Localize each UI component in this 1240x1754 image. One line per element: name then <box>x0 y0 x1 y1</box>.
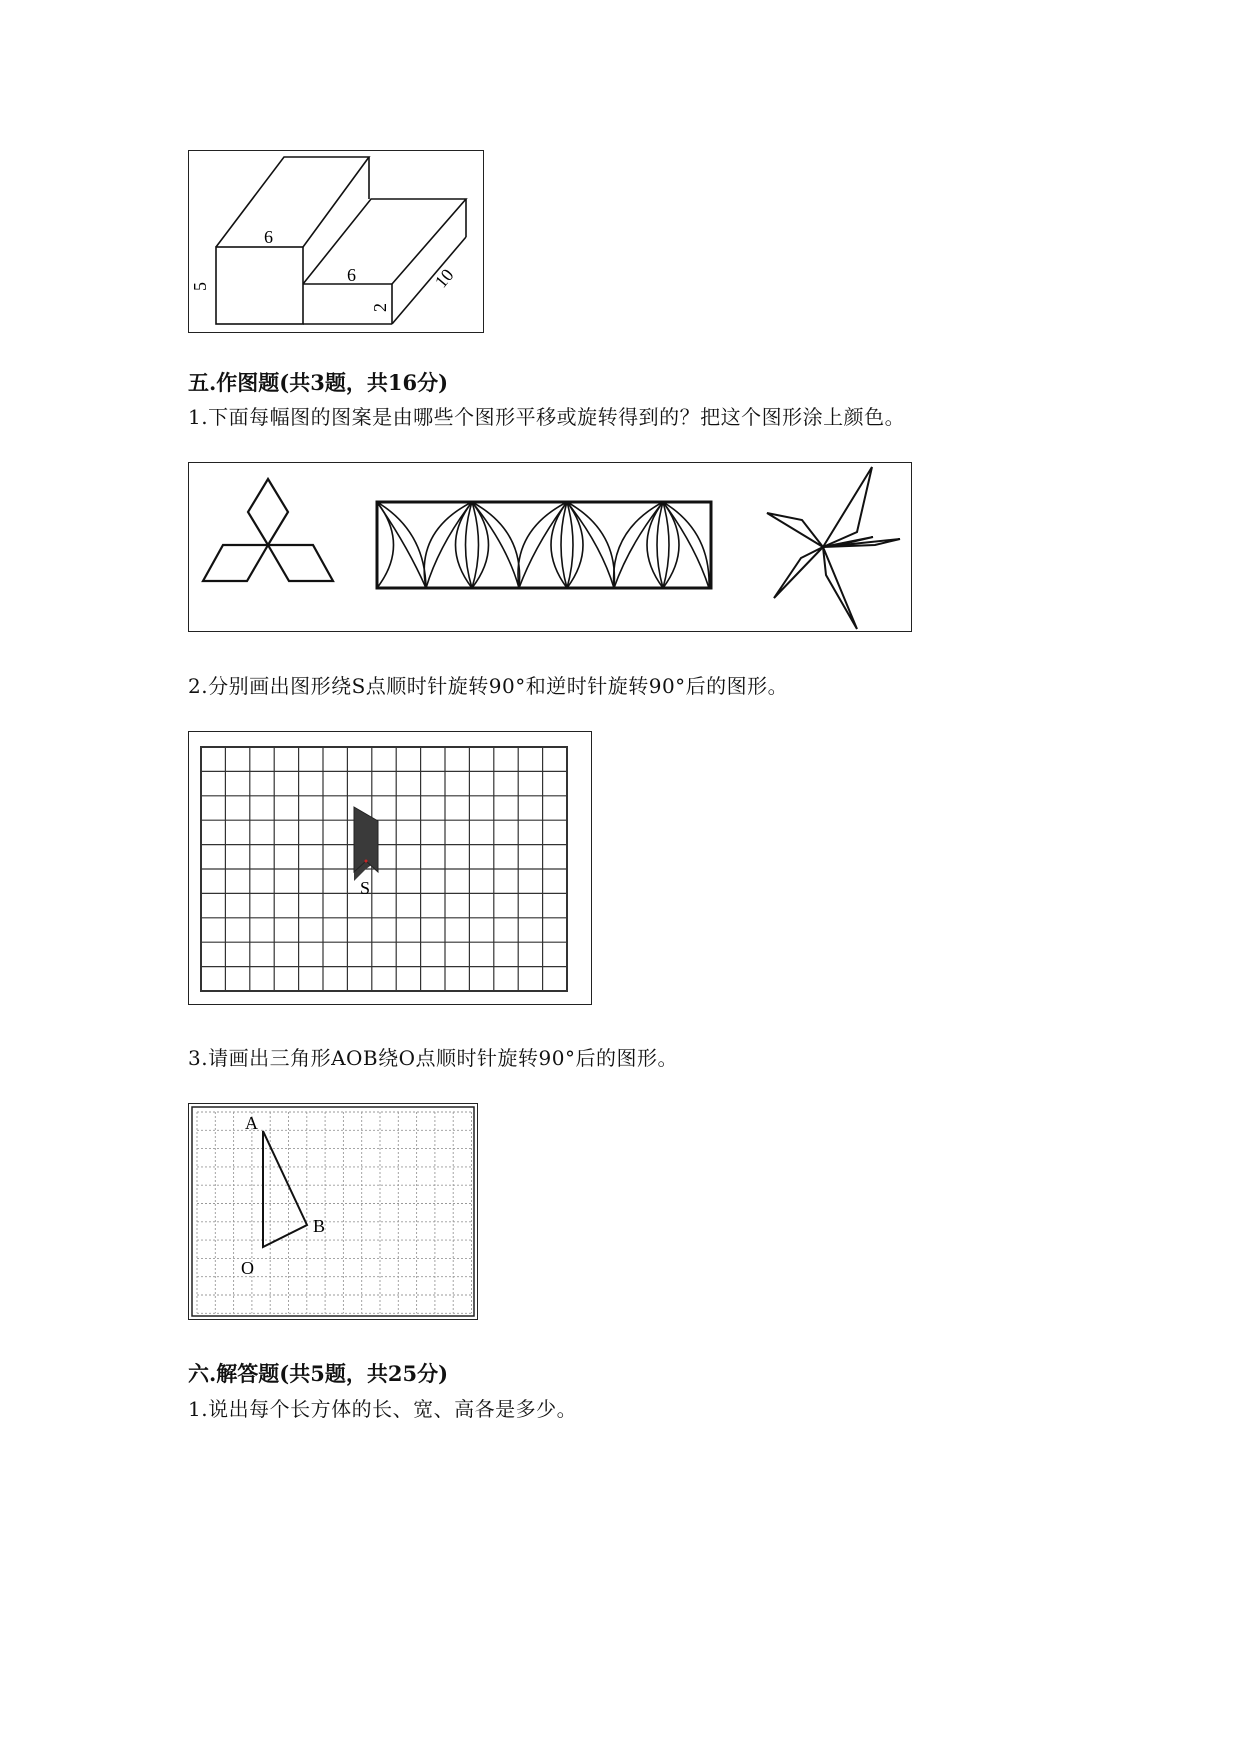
triangle-grid-figure <box>188 1103 478 1320</box>
section5-question3: 3.请画出三角形AOB绕O点顺时针旋转90°后的图形。 <box>188 1046 678 1070</box>
label-front-height: 5 <box>190 282 210 291</box>
label-depth: 10 <box>430 264 458 292</box>
pinwheel-pattern <box>767 467 900 629</box>
stepped-boxes-figure <box>188 150 484 333</box>
section6-question1: 1.说出每个长方体的长、宽、高各是多少。 <box>188 1397 578 1421</box>
label-step-width: 6 <box>347 265 356 285</box>
point-o-label: O <box>241 1258 254 1278</box>
section6-heading: 六.解答题(共5题，共25分) <box>188 1361 449 1386</box>
section5-question1: 1.下面每幅图的图案是由哪些个图形平移或旋转得到的？把这个图形涂上颜色。 <box>188 405 906 429</box>
section5-heading: 五.作图题(共3题，共16分) <box>188 370 449 395</box>
rhombus-pattern <box>203 479 333 581</box>
patterns-figure <box>188 462 912 632</box>
point-b-label: B <box>313 1216 326 1236</box>
label-top-width: 6 <box>264 227 273 247</box>
point-a-label: A <box>245 1113 258 1133</box>
section5-question2: 2.分别画出图形绕S点顺时针旋转90°和逆时针旋转90°后的图形。 <box>188 674 789 698</box>
point-s-label: S <box>360 878 371 898</box>
label-step-height: 2 <box>370 303 390 312</box>
rotation-grid-figure <box>188 731 592 1005</box>
petal-pattern <box>377 502 711 588</box>
